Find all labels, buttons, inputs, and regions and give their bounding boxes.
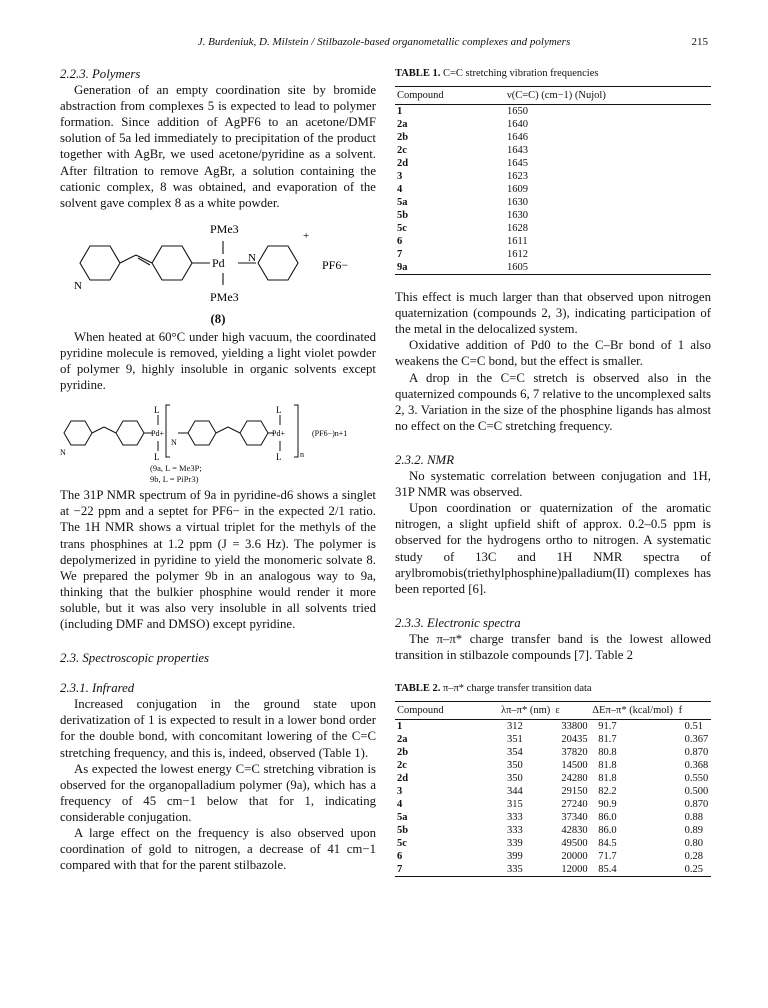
- table-2-caption: [395, 681, 711, 697]
- structure-8-drawing: [60, 211, 376, 311]
- table-2-header-row: [395, 702, 711, 720]
- value-cell: 91.7: [598, 721, 617, 733]
- value-cell: 333: [507, 825, 523, 837]
- value-cell: 37820: [561, 747, 588, 759]
- chemical-structure-8: [60, 211, 376, 329]
- paragraph-conjugation: Increased conjugation in the ground state upon derivatization of 1 is expected to result in a lower bond order for the double bond, with concomitant lowering of the C=C stretching frequency, and this is, indeed, observed (Table 1).: [60, 697, 376, 760]
- value-cell: 350: [507, 773, 523, 785]
- compound-cell: 5b: [397, 825, 409, 837]
- value-cell: 0.51: [684, 721, 704, 733]
- table-2-row: [395, 759, 711, 772]
- paragraph-heating: When heated at 60°C under high vacuum, the coordinated pyridine molecule is removed, yielding a light violet powder of polymer 9, highly insoluble in organic solvents except pyridine.: [60, 329, 376, 393]
- value-cell: 49500: [561, 838, 588, 850]
- compound-cell: 3: [397, 786, 403, 798]
- compound-cell: 2c: [397, 145, 407, 157]
- table-2-row: [395, 824, 711, 837]
- compound-cell: 5b: [397, 210, 409, 222]
- ligand-l-top-2: L: [276, 405, 282, 416]
- table-1-row: [395, 144, 711, 157]
- table-2-row: [395, 785, 711, 798]
- n-atom-bracket: N: [171, 438, 177, 448]
- compound-cell: 1: [397, 721, 403, 733]
- table-1: [395, 86, 711, 275]
- table-2-header-delta-e: ΔEπ–π* (kcal/mol): [592, 705, 673, 717]
- table-2-header-compound: Compound: [397, 705, 444, 717]
- compound-label-8: (8): [210, 311, 226, 326]
- pd-atom-2: Pd+: [272, 429, 285, 439]
- value-cell: 81.8: [598, 760, 617, 772]
- compound-cell: 2b: [397, 747, 409, 759]
- table-2: [395, 701, 711, 877]
- table-2-row: [395, 746, 711, 759]
- value-cell: 81.8: [598, 773, 617, 785]
- value-cell: 333: [507, 812, 523, 824]
- paragraph-nmr-polymer: The 31P NMR spectrum of 9a in pyridine-d6 shows a singlet at −22 ppm and a septet for PF6− in the expected 2/1 ratio. The 1H NMR shows a virtual triplet for the methyls of the trans phosphines at 1.2 ppm (J = 3.6 Hz). The polymer is depolymerized in pyridine to yield the monomeric solvate 8. We prepared the polymer 9b in an analogous way to 9a, thinking that the bulkier phosphine would render it more soluble, but it was also very insoluble in all solvents tried (including DMF and DMSO) except pyridine.: [60, 488, 376, 631]
- pme3-top: PMe3: [210, 221, 239, 236]
- paragraph-effect-larger: This effect is much larger than that observed upon nitrogen quaternization (compounds 2, 3), indicating participation of the metal in the delocalized system.: [395, 290, 711, 337]
- value-cell: 20435: [561, 734, 588, 746]
- value-cell: 339: [507, 838, 523, 850]
- compound-cell: 5c: [397, 838, 407, 850]
- compound-cell: 2c: [397, 760, 407, 772]
- compound-cell: 2d: [397, 158, 409, 170]
- value-cell: 90.9: [598, 799, 617, 811]
- compound-cell: 3: [397, 171, 403, 183]
- table-2-body: [395, 720, 711, 877]
- section-heading-electronic: 2.3.3. Electronic spectra: [395, 615, 521, 630]
- paragraph-lowest-energy: As expected the lowest energy C=C stretching vibration is observed for the organopalladium polymer (9a), which has a frequency of 45 cm−1 below that for 1, indicating considerable conjugation.: [60, 761, 376, 824]
- value-cell: 82.2: [598, 786, 617, 798]
- paragraph-oxidative-addition: Oxidative addition of Pd0 to the C–Br bond of 1 also weakens the C=C bond, but the effect is smaller.: [395, 338, 711, 369]
- value-cell: 399: [507, 851, 523, 863]
- paragraph-quaternized: A drop in the C=C stretch is observed also in the quaternized compounds 6, 7 relative to the uncomplexed salts 2, 3. Variation in the size of the phosphine ligands has almost no effect on the C=C stretching frequency.: [395, 370, 711, 433]
- table-1-row: [395, 157, 711, 170]
- value-cell: 80.8: [598, 747, 617, 759]
- compound-cell: 1: [397, 106, 403, 118]
- value-cell: 0.80: [684, 838, 704, 850]
- value-cell: 1630: [507, 210, 528, 222]
- value-cell: 0.367: [684, 734, 709, 746]
- table-2-row: [395, 733, 711, 746]
- n-atom-left-9: N: [60, 448, 66, 458]
- compound-cell: 5a: [397, 812, 408, 824]
- value-cell: 1612: [507, 249, 528, 261]
- compound-cell: 7: [397, 864, 403, 876]
- table-1-row: [395, 235, 711, 248]
- ligand-l-bottom-2: L: [276, 452, 282, 462]
- value-cell: 315: [507, 799, 523, 811]
- table-2-row: [395, 863, 711, 877]
- value-cell: 344: [507, 786, 523, 798]
- paragraph-gold-coordination: A large effect on the frequency is also observed upon coordination of gold to nitrogen, a decrease of 41 cm−1 compared with that for the parent stilbazole.: [60, 826, 376, 873]
- value-cell: 1605: [507, 262, 528, 274]
- value-cell: 1628: [507, 223, 528, 235]
- compound-cell: 2b: [397, 132, 409, 144]
- value-cell: 12000: [561, 864, 588, 876]
- compound-cell: 6: [397, 236, 403, 248]
- table-1-row: [395, 209, 711, 222]
- charge-plus: +: [303, 229, 310, 242]
- table-1-header-row: [395, 87, 711, 105]
- n-atom-ring: N: [248, 251, 256, 264]
- value-cell: 0.89: [684, 825, 704, 837]
- right-column: [395, 66, 711, 877]
- value-cell: 335: [507, 864, 523, 876]
- table-1-header-compound: Compound: [397, 90, 444, 102]
- value-cell: 1611: [507, 236, 528, 248]
- running-title: J. Burdeniuk, D. Milstein / Stilbazole-based organometallic complexes and polymers: [197, 36, 571, 48]
- paragraph-polymer-formation: Generation of an empty coordination site by bromide abstraction from complexes 5 is expected to lead to polymer formation. Since addition of AgPF6 to an acetone/DMF solution of 5a led immediately to precipitation of the product together with AgBr, we used acetone/pyridine as a solvent. After filtration to remove AgBr, a solution containing the cationic complex, 8 was obtained, and evaporation of the solvent gave complex 8 as a white powder.: [60, 83, 376, 210]
- table-1-row: [395, 105, 711, 119]
- table-2-row: [395, 772, 711, 785]
- value-cell: 1645: [507, 158, 528, 170]
- paragraph-no-correlation: No systematic correlation between conjugation and 1H, 31P NMR was observed.: [395, 469, 711, 500]
- compound-cell: 5a: [397, 197, 408, 209]
- value-cell: 37340: [561, 812, 588, 824]
- compound-cell: 2d: [397, 773, 409, 785]
- table-1-row: [395, 170, 711, 183]
- table-2-row: [395, 850, 711, 863]
- value-cell: 0.25: [684, 864, 704, 876]
- anion-pf6-n: (PF6−)n+1: [312, 429, 348, 439]
- value-cell: 20000: [561, 851, 588, 863]
- table-2-header-f: f: [678, 705, 683, 717]
- table-2-row: [395, 720, 711, 734]
- compound-cell: 9a: [397, 262, 408, 274]
- value-cell: 351: [507, 734, 523, 746]
- table-2-row: [395, 811, 711, 824]
- pd-atom-1: Pd+: [151, 429, 164, 439]
- section-heading-infrared: 2.3.1. Infrared: [60, 681, 135, 696]
- ligand-l-bottom-1: L: [154, 452, 160, 462]
- value-cell: 0.550: [684, 773, 709, 785]
- value-cell: 1609: [507, 184, 528, 196]
- left-column: [60, 66, 376, 873]
- compound-cell: 2a: [397, 119, 408, 131]
- value-cell: 85.4: [598, 864, 617, 876]
- paragraph-upfield-shift: Upon coordination or quaternization of the aromatic nitrogen, a slight upfield shift of approx. 0.2–0.5 ppm is observed for the hydrogens ortho to nitrogen. A systematic study of 13C and 1H NMR spectra of arylbromobis(triethylphosphine)palladium(II) complexes has been reported [6].: [395, 501, 711, 596]
- repeat-subscript-n: n: [300, 450, 304, 460]
- value-cell: 86.0: [598, 812, 617, 824]
- value-cell: 0.368: [684, 760, 709, 772]
- table-2-label: TABLE 2.: [395, 683, 441, 695]
- table-2-title: π–π* charge transfer transition data: [442, 683, 592, 695]
- value-cell: 354: [507, 747, 523, 759]
- structure-9-drawing: [60, 399, 376, 461]
- value-cell: 84.5: [598, 838, 617, 850]
- table-2-header-lambda: λπ–π* (nm): [501, 705, 551, 717]
- compound-cell: 7: [397, 249, 403, 261]
- value-cell: 0.28: [684, 851, 704, 863]
- value-cell: 24280: [561, 773, 588, 785]
- value-cell: 27240: [561, 799, 588, 811]
- structure-9-legend: [60, 463, 376, 485]
- table-1-row: [395, 248, 711, 261]
- section-heading-nmr: 2.3.2. NMR: [395, 452, 455, 467]
- table-1-row: [395, 222, 711, 235]
- compound-cell: 4: [397, 184, 403, 196]
- anion-pf6: PF6−: [322, 257, 349, 272]
- table-1-row: [395, 196, 711, 209]
- value-cell: 33800: [561, 721, 588, 733]
- table-2-row: [395, 798, 711, 811]
- chemical-structure-9: [60, 399, 376, 487]
- legend-9b: 9b, L = PiPr3): [150, 474, 199, 485]
- value-cell: 1640: [507, 119, 528, 131]
- table-1-row: [395, 261, 711, 275]
- value-cell: 0.870: [684, 747, 709, 759]
- pd-atom: Pd: [212, 255, 225, 270]
- section-heading-spectroscopic: 2.3. Spectroscopic properties: [60, 651, 210, 666]
- value-cell: 1623: [507, 171, 528, 183]
- compound-cell: 6: [397, 851, 403, 863]
- table-1-header-frequency: ν(C=C) (cm−1) (Nujol): [507, 90, 606, 102]
- n-atom-left: N: [74, 279, 82, 292]
- table-2-header-epsilon: ε: [555, 705, 560, 717]
- compound-cell: 2a: [397, 734, 408, 746]
- value-cell: 0.500: [684, 786, 709, 798]
- value-cell: 312: [507, 721, 523, 733]
- section-heading-polymers: 2.2.3. Polymers: [60, 67, 141, 81]
- compound-cell: 4: [397, 799, 403, 811]
- value-cell: 350: [507, 760, 523, 772]
- value-cell: 81.7: [598, 734, 617, 746]
- value-cell: 86.0: [598, 825, 617, 837]
- value-cell: 14500: [561, 760, 588, 772]
- value-cell: 71.7: [598, 851, 617, 863]
- table-2-row: [395, 837, 711, 850]
- value-cell: 1643: [507, 145, 528, 157]
- table-1-body: [395, 105, 711, 275]
- table-1-caption: [395, 66, 711, 82]
- table-1-row: [395, 118, 711, 131]
- value-cell: 0.88: [684, 812, 704, 824]
- pme3-bottom: PMe3: [210, 289, 239, 304]
- page-number: 215: [691, 36, 708, 48]
- legend-9a: (9a, L = Me3P;: [150, 463, 202, 474]
- ligand-l-top-1: L: [154, 405, 160, 416]
- value-cell: 0.870: [684, 799, 709, 811]
- paragraph-charge-transfer: The π–π* charge transfer band is the lowest allowed transition in stilbazole compounds [7]. Table 2: [395, 631, 711, 662]
- value-cell: 1646: [507, 132, 528, 144]
- compound-cell: 5c: [397, 223, 407, 235]
- table-1-label: TABLE 1.: [395, 68, 441, 79]
- table-1-title: C=C stretching vibration frequencies: [442, 68, 599, 79]
- value-cell: 1630: [507, 197, 528, 209]
- value-cell: 29150: [561, 786, 588, 798]
- table-1-row: [395, 183, 711, 196]
- running-header: [60, 36, 708, 54]
- value-cell: 1650: [507, 106, 528, 118]
- table-1-row: [395, 131, 711, 144]
- value-cell: 42830: [561, 825, 588, 837]
